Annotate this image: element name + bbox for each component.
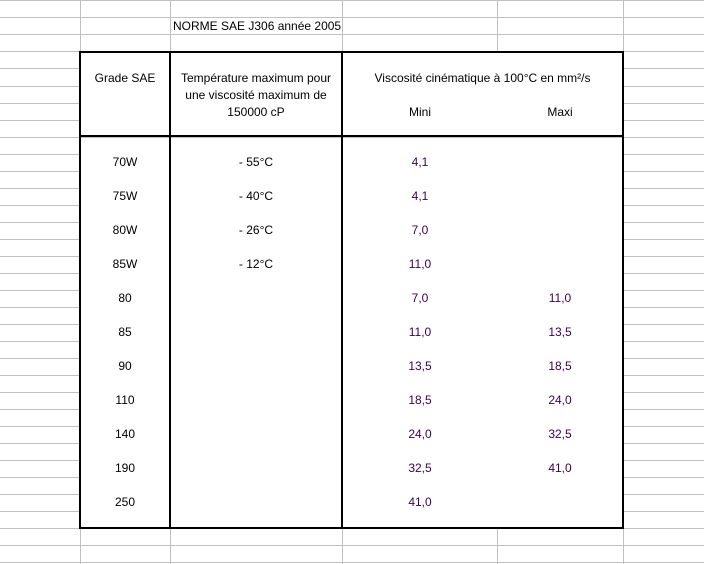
sheet-title: NORME SAE J306 année 2005: [173, 19, 342, 33]
cell-mini: 41,0: [408, 495, 432, 509]
header-temp-line3: 150000 cP: [227, 105, 285, 119]
table-border-sep-2: [341, 51, 343, 529]
cell-grade: 90: [118, 359, 132, 373]
header-maxi: Maxi: [547, 105, 573, 119]
table-border-sep-1: [169, 51, 171, 529]
cell-grade: 110: [115, 393, 135, 407]
cell-grade: 85: [118, 325, 132, 339]
cell-grade: 80W: [112, 223, 138, 237]
cell-mini: 4,1: [411, 189, 429, 203]
header-mini: Mini: [408, 105, 431, 119]
cell-maxi: 11,0: [548, 291, 572, 305]
table-border-top: [79, 51, 624, 53]
header-viscosity: Viscosité cinématique à 100°C en mm²/s: [374, 71, 591, 85]
cell-grade: 190: [114, 461, 136, 475]
cell-mini: 11,0: [408, 257, 432, 271]
table-border-right: [622, 51, 624, 529]
header-temp-line1: Température maximum pour: [180, 71, 332, 85]
cell-maxi: 18,5: [548, 359, 572, 373]
cell-temp: - 26°C: [238, 223, 274, 237]
cell-mini: 4,1: [411, 155, 429, 169]
header-grade: Grade SAE: [94, 71, 156, 85]
cell-mini: 32,5: [408, 461, 432, 475]
cell-mini: 11,0: [408, 325, 432, 339]
cell-temp: - 40°C: [238, 189, 274, 203]
cell-grade: 85W: [112, 257, 138, 271]
cell-mini: 7,0: [411, 223, 429, 237]
cell-maxi: 32,5: [548, 427, 572, 441]
cell-grade: 75W: [112, 189, 138, 203]
table-border-header-bottom: [79, 135, 624, 137]
cell-mini: 18,5: [408, 393, 432, 407]
cell-maxi: 24,0: [548, 393, 572, 407]
header-background: [81, 53, 622, 135]
cell-grade: 70W: [112, 155, 138, 169]
cell-grade: 140: [114, 427, 136, 441]
cell-grade: 80: [118, 291, 132, 305]
table-border-bottom: [79, 527, 624, 529]
cell-grade: 250: [114, 495, 136, 509]
header-temp-line2: une viscosité maximum de: [185, 88, 327, 102]
cell-maxi: 13,5: [548, 325, 572, 339]
cell-mini: 7,0: [411, 291, 429, 305]
cell-mini: 13,5: [408, 359, 432, 373]
cell-maxi: 41,0: [548, 461, 572, 475]
cell-temp: - 12°C: [238, 257, 274, 271]
table-border-left: [79, 51, 81, 529]
cell-temp: - 55°C: [238, 155, 274, 169]
cell-mini: 24,0: [408, 427, 432, 441]
